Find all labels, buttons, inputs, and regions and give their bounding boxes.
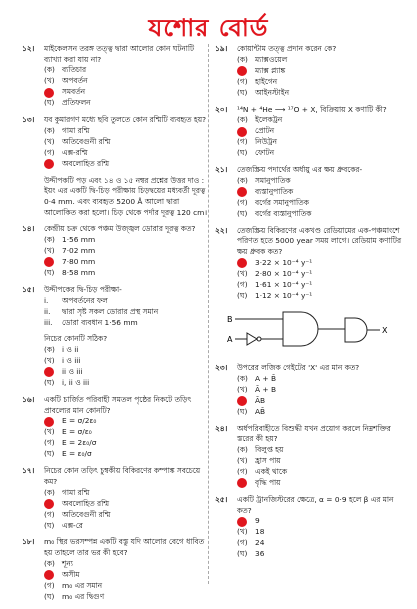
option-text: 7·80 mm <box>62 256 96 266</box>
option-label: (খ) <box>44 136 55 146</box>
option-text: 2·80 × 10⁻⁴ y⁻¹ <box>255 268 313 278</box>
answer-option <box>22 378 212 389</box>
question-number <box>22 334 44 345</box>
question-block <box>215 363 405 418</box>
option-text: হাইগেন <box>255 76 278 86</box>
option-text: E = σ/2ε₀ <box>62 416 97 426</box>
answer-option <box>215 88 405 99</box>
correct-answer-marker-icon <box>237 478 247 488</box>
answer-option-correct <box>215 258 405 269</box>
option-text: অবলোহিত রশ্মি <box>62 498 109 508</box>
question-block <box>22 334 212 389</box>
option-text: m₀ এর সমান <box>62 580 103 590</box>
question-line <box>22 395 212 416</box>
option-text: গামা রশ্মি <box>62 487 90 497</box>
option-text: i ও ii <box>62 345 79 355</box>
option-label: (ঘ) <box>44 591 55 601</box>
option-text: 1·61 × 10⁻⁴ y⁻¹ <box>255 279 313 289</box>
option-text: অবলোহিত রশ্মি <box>62 158 109 168</box>
correct-answer-marker-icon <box>44 417 54 427</box>
gate-input-a: A <box>227 334 233 344</box>
answer-option <box>22 246 212 257</box>
question-block <box>215 165 405 220</box>
question-block <box>22 224 212 279</box>
option-label: (ঘ) <box>237 87 248 97</box>
question-number: ১৮। <box>22 537 35 547</box>
option-text: ব্যতিচার <box>62 65 87 75</box>
question-number <box>22 176 44 218</box>
option-label: i. <box>44 295 49 305</box>
option-label: (ঘ) <box>237 148 248 158</box>
answer-option <box>22 356 212 367</box>
answer-option <box>22 487 212 498</box>
option-text: AB̄ <box>255 406 266 416</box>
answer-option-correct <box>215 66 405 77</box>
question-number: ১৩। <box>22 115 35 125</box>
question-line <box>215 105 405 116</box>
answer-option <box>22 295 212 306</box>
answer-option <box>215 280 405 291</box>
answer-option <box>215 209 405 220</box>
option-text: 3·22 × 10⁻⁴ y⁻¹ <box>255 257 313 267</box>
option-label: (খ) <box>237 456 248 466</box>
correct-answer-marker-icon <box>44 499 54 509</box>
answer-option <box>22 137 212 148</box>
answer-option <box>215 77 405 88</box>
answer-option-correct <box>215 126 405 137</box>
option-text: ii ও iii <box>62 367 83 377</box>
answer-option <box>22 345 212 356</box>
question-block <box>22 537 212 602</box>
option-text: E = σ/ε₀ <box>62 427 92 437</box>
correct-answer-marker-icon <box>44 367 54 377</box>
answer-option-correct <box>22 498 212 509</box>
option-label: (ক) <box>237 115 248 125</box>
option-label: (খ) <box>44 427 55 437</box>
answer-option <box>215 148 405 159</box>
answer-option <box>22 126 212 137</box>
question-text: অর্ধপরিবাহীতে বিশুদ্ধী যখন প্রয়োগ করলে নিম্নশক্তির স্তরের কী হয়? <box>237 423 391 444</box>
option-label: (গ) <box>237 279 248 289</box>
left-column <box>22 44 212 609</box>
option-text: দ্বারা সৃষ্ট সকল ডোরার প্রস্থ সমান <box>62 306 159 316</box>
question-line <box>22 334 212 345</box>
option-text: ĀB <box>255 395 266 405</box>
option-text: ব্যস্তানুপাতিক <box>255 186 294 196</box>
answer-option <box>215 55 405 66</box>
question-line <box>215 165 405 176</box>
question-number: ২২। <box>215 225 228 235</box>
option-text: অপবর্তন <box>62 76 88 86</box>
question-number: ১৫। <box>22 284 35 294</box>
option-text: হ্রাস পায় <box>255 456 281 466</box>
option-text: 24 <box>255 538 265 548</box>
option-text: বিলুপ্ত হয় <box>255 445 284 455</box>
option-text: 8·58 mm <box>62 267 96 277</box>
question-number: ১৯। <box>215 44 228 53</box>
question-block <box>22 285 212 329</box>
answer-option <box>22 509 212 520</box>
option-label: (ক) <box>44 487 55 497</box>
answer-option <box>22 65 212 76</box>
answer-option <box>215 467 405 478</box>
option-label: (ক) <box>44 558 55 568</box>
answer-option <box>215 385 405 396</box>
answer-option <box>22 559 212 570</box>
option-text: ম্যাক্সওয়েল <box>255 54 288 64</box>
option-label: (ঘ) <box>44 520 55 530</box>
option-text: ম্যাক্স প্ল্যাঙ্ক <box>255 65 286 75</box>
answer-option <box>22 317 212 328</box>
question-block <box>215 105 405 160</box>
option-label: (ঘ) <box>237 290 248 300</box>
question-block <box>22 466 212 531</box>
answer-option <box>215 456 405 467</box>
question-line <box>215 44 405 55</box>
question-block <box>22 44 212 109</box>
answer-option-correct <box>215 396 405 407</box>
option-label: (গ) <box>44 509 55 519</box>
question-number: ২৪। <box>215 423 228 433</box>
question-number: ১৬। <box>22 394 35 404</box>
answer-option <box>22 306 212 317</box>
option-text: এক্স-রশ্মি <box>62 147 88 157</box>
question-number: ১৪। <box>22 224 35 234</box>
answer-option <box>215 137 405 148</box>
answer-option <box>22 268 212 279</box>
answer-option-correct <box>22 570 212 581</box>
option-text: এক্স-রে <box>62 520 83 530</box>
option-text: সমানুপাতিক <box>255 175 291 185</box>
correct-answer-marker-icon <box>44 570 54 580</box>
question-line <box>22 466 212 487</box>
question-block <box>22 176 212 218</box>
option-text: অপবর্তনের ফল <box>62 295 108 305</box>
option-text: i, ii ও iii <box>62 378 90 388</box>
question-number: ২১। <box>215 165 228 175</box>
question-text: ¹⁴N + ⁴He ⟶ ¹⁷O + X, বিক্রিয়ায় X কণাটি কী? <box>237 104 387 114</box>
option-label: (গ) <box>44 438 55 448</box>
question-block <box>215 44 405 99</box>
answer-option <box>215 291 405 302</box>
option-label: (ঘ) <box>237 406 248 416</box>
answer-option-correct <box>215 478 405 489</box>
question-line <box>22 44 212 65</box>
logic-gate-diagram <box>225 308 405 358</box>
option-text: 18 <box>255 527 265 537</box>
question-text: নিচের কোনটি সঠিক? <box>44 334 108 344</box>
answer-option-correct <box>215 187 405 198</box>
option-label: iii. <box>44 317 53 327</box>
question-text: উপরের লজিক গেইটের 'X' এর মান কত? <box>237 363 360 373</box>
question-text: কেন্দ্রীয় চক্র থেকে পঞ্চম উজ্জ্বল ডোরার দূরত্ব কত? <box>44 224 196 234</box>
option-text: অতিবেগুনী রশ্মি <box>62 509 111 519</box>
option-label: (ঘ) <box>237 208 248 218</box>
answer-option <box>22 235 212 246</box>
right-column <box>215 44 405 566</box>
option-text: সমবর্তন <box>62 87 86 97</box>
answer-option <box>215 374 405 385</box>
question-block <box>215 226 405 302</box>
question-number: ১২। <box>22 44 35 53</box>
option-text: বর্গের সমানুপাতিক <box>255 197 309 207</box>
question-line <box>215 424 405 445</box>
answer-option-correct <box>22 257 212 268</box>
gate-input-b: B <box>227 314 233 324</box>
option-text: m₀ এর দ্বিগুণ <box>62 591 105 601</box>
question-block <box>215 495 405 560</box>
correct-answer-marker-icon <box>237 66 247 76</box>
page-title: যশোর বোর্ড <box>148 14 269 42</box>
option-text: অসীম <box>62 569 80 579</box>
answer-option-correct <box>22 159 212 170</box>
answer-option <box>22 592 212 603</box>
question-number: ১৭। <box>22 466 35 476</box>
question-line <box>215 495 405 516</box>
option-label: (ঘ) <box>44 98 55 108</box>
option-label: (গ) <box>44 580 55 590</box>
question-line <box>22 176 212 218</box>
question-text: একটি চার্জিত পরিবাহী সমতল পৃষ্ঠের নিকটে তড়িৎ প্রাবল্যের মান কোনটি? <box>44 394 192 415</box>
option-text: বর্গের ব্যস্তানুপাতিক <box>255 208 312 218</box>
option-label: (গ) <box>237 137 248 147</box>
option-label: (গ) <box>237 197 248 207</box>
option-label: (গ) <box>237 538 248 548</box>
answer-option <box>22 148 212 159</box>
answer-option <box>215 538 405 549</box>
option-text: ডোরা ব্যবধান 1·56 mm <box>62 317 138 327</box>
question-line <box>215 363 405 374</box>
answer-option-correct <box>22 367 212 378</box>
answer-option <box>215 198 405 209</box>
correct-answer-marker-icon <box>44 159 54 169</box>
question-block <box>215 424 405 489</box>
option-label: (ক) <box>237 54 248 64</box>
option-label: (গ) <box>237 76 248 86</box>
gate-output-x: X <box>382 325 388 335</box>
option-label: (ক) <box>44 234 55 244</box>
question-text: তেজস্ক্রিয় বিকিরণের একখণ্ড রেডিয়ামের এক-পঞ্চমাংশে পরিণত হতে 5000 year সময় লাগে। রেডিয়াম কণাটির ক্ষয় ধ্রুবক কত? <box>237 225 402 256</box>
answer-option <box>22 438 212 449</box>
option-label: (খ) <box>237 527 248 537</box>
answer-option <box>215 269 405 280</box>
answer-option <box>215 115 405 126</box>
option-text: i ও iii <box>62 356 81 366</box>
option-text: E = 2ε₀/σ <box>62 438 97 448</box>
option-text: অতিবেগুনী রশ্মি <box>62 136 111 146</box>
option-label: (গ) <box>44 147 55 157</box>
question-text: একটি ট্রানজিস্টরের ক্ষেত্রে, α = 0·9 হলে β এর মান কত? <box>237 494 394 515</box>
option-label: (খ) <box>44 245 55 255</box>
option-text: Ā + B <box>255 384 277 394</box>
question-text: m₀ স্থির ভরসম্পন্ন একটি বস্তু যদি আলোর বেগে ধাবিত হয় তাহলে তার ভর কী হবে? <box>44 537 205 557</box>
question-text: তেজস্ক্রিয় পদার্থের অর্ধায়ু এর ক্ষয় ধ্রুবকের- <box>237 165 363 175</box>
option-label: (খ) <box>237 268 248 278</box>
option-label: (গ) <box>237 467 248 477</box>
option-text: নিউট্রন <box>255 137 277 147</box>
option-text: ইলেকট্রন <box>255 115 283 125</box>
option-text: ফোটন <box>255 148 274 158</box>
option-label: (ঘ) <box>237 549 248 559</box>
option-text: প্রতিফলন <box>62 98 91 108</box>
question-block <box>22 115 212 170</box>
option-text: 1·56 mm <box>62 234 96 244</box>
option-text: 7·02 mm <box>62 245 96 255</box>
question-text: কোয়ান্টাম তত্ত্ব প্রদান করেন কে? <box>237 44 337 53</box>
answer-option-correct <box>215 516 405 527</box>
option-text: একই থাকে <box>255 467 288 477</box>
option-text: প্রোটন <box>255 126 275 136</box>
option-label: (ক) <box>237 445 248 455</box>
answer-option <box>22 520 212 531</box>
question-number: ২০। <box>215 104 228 114</box>
option-label: (ঘ) <box>44 267 55 277</box>
question-text: যব কুমারগণ মধ্যে ছবি তুলতে কোন রশ্মিটি ব্যবহৃত হয়? <box>44 115 206 125</box>
option-label: (খ) <box>44 356 55 366</box>
option-label: (ঘ) <box>44 449 55 459</box>
correct-answer-marker-icon <box>237 517 247 527</box>
question-line <box>215 226 405 258</box>
answer-option <box>22 427 212 438</box>
question-line <box>22 285 212 296</box>
correct-answer-marker-icon <box>237 396 247 406</box>
answer-option <box>215 176 405 187</box>
answer-option-correct <box>22 87 212 98</box>
option-label: (ক) <box>44 345 55 355</box>
option-label: (ক) <box>237 373 248 383</box>
correct-answer-marker-icon <box>237 258 247 268</box>
question-line <box>22 537 212 558</box>
answer-option <box>215 549 405 560</box>
question-text: উদ্দীপকের দ্বি-চিড় পরীক্ষা- <box>44 284 122 294</box>
question-block <box>22 395 212 460</box>
correct-answer-marker-icon <box>44 88 54 98</box>
correct-answer-marker-icon <box>237 127 247 137</box>
question-line <box>22 224 212 235</box>
answer-option <box>215 527 405 538</box>
logic-gate-icon <box>225 308 395 354</box>
answer-option-correct <box>22 416 212 427</box>
option-text: 36 <box>255 549 265 559</box>
option-text: A + B̄ <box>255 373 277 383</box>
question-number: ২৫। <box>215 494 228 504</box>
correct-answer-marker-icon <box>237 187 247 197</box>
correct-answer-marker-icon <box>44 257 54 267</box>
answer-option <box>22 98 212 109</box>
option-text: শূন্য <box>62 558 73 568</box>
option-text: 1·12 × 10⁻⁴ y⁻¹ <box>255 290 313 300</box>
option-text: আইনস্টাইন <box>255 87 289 97</box>
answer-option <box>22 449 212 460</box>
option-label: ii. <box>44 306 51 316</box>
option-label: (ক) <box>44 125 55 135</box>
answer-option <box>215 445 405 456</box>
option-text: বৃদ্ধি পায় <box>255 478 281 488</box>
option-text: 9 <box>255 516 260 526</box>
question-text: নিচের কোন তড়িৎ চুম্বকীয় বিকিরণের কম্পাঙ্ক সবচেয়ে কম? <box>44 466 201 486</box>
option-label: (ক) <box>44 65 55 75</box>
option-text: E = ε₀/σ <box>62 449 92 459</box>
answer-option <box>215 407 405 418</box>
option-label: (খ) <box>237 384 248 394</box>
option-label: (খ) <box>44 76 55 86</box>
option-label: (ঘ) <box>44 378 55 388</box>
question-line <box>22 115 212 126</box>
question-text: উদ্দীপকটি পড় এবং ১৪ ও ১৫ নম্বর প্রশ্নের উত্তর দাও : ইয়ং এর একটি দ্বি-চিড় পরীক্ষায় চিড়দ্বয়ের মধ্যবর্তী দূরত্ব 0·4 mm. এবং ব্যবহৃত 5200 Å আলো দ্বারা আলোকিত করা হলো। চিড় থেকে পর্দার দূরত্ব 120 cm। <box>44 175 208 217</box>
question-number: ২৩। <box>215 363 228 373</box>
option-text: গামা রশ্মি <box>62 125 90 135</box>
question-text: মাইকেলসন তরঙ্গ তত্ত্ব দ্বারা আলোর কোন ঘটনাটি ব্যাখ্যা করা যায় না? <box>44 44 195 64</box>
option-label: (ক) <box>237 175 248 185</box>
answer-option <box>22 76 212 87</box>
